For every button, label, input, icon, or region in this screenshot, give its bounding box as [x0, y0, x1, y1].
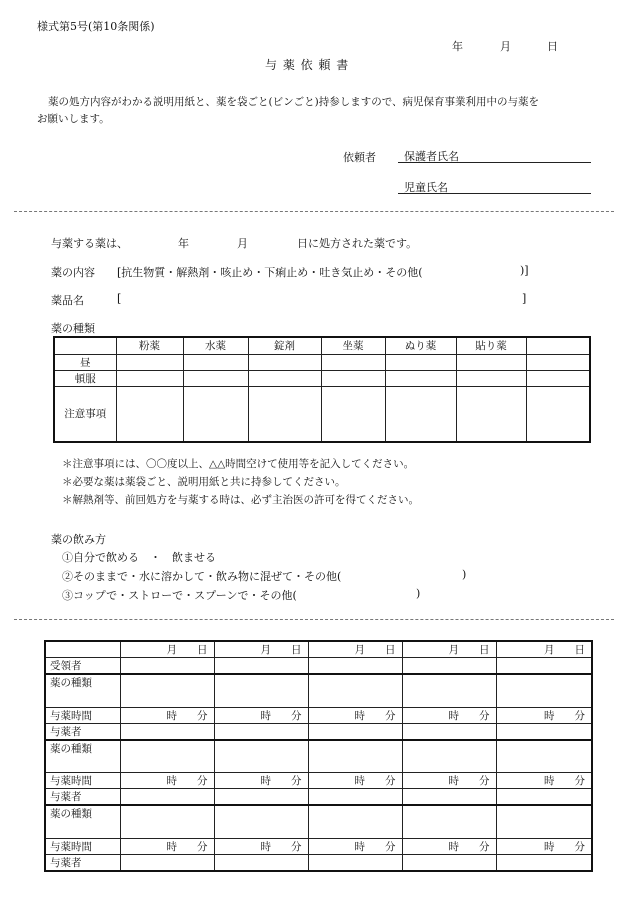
- administration-time-label: 与薬時間: [45, 838, 120, 854]
- note-3: ＊解熱剤等、前回処方を与薬する時は、必ず主治医の許可を得てください。: [62, 494, 419, 506]
- table-cell[interactable]: [214, 805, 308, 838]
- hour-label: 時: [166, 775, 177, 787]
- administration-log-table: [44, 640, 593, 872]
- table-cell[interactable]: [321, 370, 385, 386]
- time-cell[interactable]: [402, 773, 496, 789]
- hour-label: 時: [544, 775, 555, 787]
- table-cell[interactable]: [248, 370, 321, 386]
- table-cell[interactable]: [183, 354, 248, 370]
- table-cell[interactable]: [456, 386, 526, 442]
- table-cell[interactable]: [308, 658, 402, 675]
- table-cell[interactable]: [116, 370, 183, 386]
- log-month: 月: [166, 644, 177, 656]
- table-cell[interactable]: [183, 370, 248, 386]
- giver-label: 与薬者: [45, 789, 120, 806]
- time-cell[interactable]: [496, 707, 592, 723]
- table-cell[interactable]: [321, 386, 385, 442]
- hour-label: 時: [166, 709, 177, 722]
- receiver-label: 受領者: [45, 658, 120, 675]
- table-cell[interactable]: [120, 854, 214, 871]
- table-cell[interactable]: [214, 723, 308, 740]
- table-cell[interactable]: [120, 789, 214, 806]
- table-cell[interactable]: [456, 354, 526, 370]
- table-cell[interactable]: [456, 370, 526, 386]
- time-cell[interactable]: [308, 838, 402, 854]
- date-month-label: 月: [500, 40, 511, 53]
- table-cell[interactable]: [116, 386, 183, 442]
- table-cell[interactable]: [120, 740, 214, 773]
- table-cell[interactable]: [402, 674, 496, 707]
- col-liquid: 水薬: [183, 337, 248, 354]
- table-cell[interactable]: [308, 789, 402, 806]
- medicine-name-close: ]: [522, 292, 527, 305]
- administration-time-label: 与薬時間: [45, 707, 120, 723]
- table-cell[interactable]: [496, 789, 592, 806]
- minute-label: 分: [291, 709, 302, 722]
- table-cell[interactable]: [214, 789, 308, 806]
- col-powder: 粉薬: [116, 337, 183, 354]
- log-month: 月: [260, 644, 271, 656]
- table-cell[interactable]: [120, 723, 214, 740]
- hour-label: 時: [354, 840, 365, 853]
- time-cell[interactable]: [120, 707, 214, 723]
- log-day: 日: [574, 644, 585, 656]
- minute-label: 分: [385, 709, 396, 722]
- table-cell[interactable]: [120, 658, 214, 675]
- minute-label: 分: [479, 840, 490, 853]
- col-suppository: 坐薬: [321, 337, 385, 354]
- medicine-type-label: 薬の種類: [45, 674, 120, 707]
- content-close: )]: [520, 264, 529, 277]
- table-cell[interactable]: [321, 354, 385, 370]
- col-extra: [526, 337, 590, 354]
- giver-label: 与薬者: [45, 723, 120, 740]
- medicine-name-open: [: [117, 292, 122, 305]
- col-patch: 貼り薬: [456, 337, 526, 354]
- date-day-label: 日: [547, 40, 558, 53]
- hour-label: 時: [354, 709, 365, 722]
- table-cell[interactable]: [526, 386, 590, 442]
- log-date-5[interactable]: [496, 641, 592, 658]
- table-cell[interactable]: [248, 354, 321, 370]
- minute-label: 分: [197, 709, 208, 722]
- table-cell[interactable]: [526, 370, 590, 386]
- guardian-name-label: 保護者氏名: [404, 150, 459, 163]
- minute-label: 分: [197, 775, 208, 787]
- minute-label: 分: [574, 709, 585, 722]
- table-cell[interactable]: [496, 674, 592, 707]
- table-cell[interactable]: [308, 854, 402, 871]
- minute-label: 分: [291, 775, 302, 787]
- hour-label: 時: [544, 709, 555, 722]
- row-notes-label: 注意事項: [54, 386, 116, 442]
- table-cell[interactable]: [308, 723, 402, 740]
- medicine-types-table: [53, 336, 591, 443]
- cut-line-1: [14, 211, 614, 212]
- intro-line-1: 薬の処方内容がわかる説明用紙と、薬を袋ごと(ビンごと)持参しますので、病児保育事業利用中の与薬を: [48, 96, 539, 108]
- minute-label: 分: [574, 775, 585, 787]
- table-cell[interactable]: [496, 805, 592, 838]
- prescription-year: 年: [178, 237, 189, 250]
- how-to-take-option-2-close: ): [462, 568, 467, 581]
- prescription-month: 月: [237, 237, 248, 250]
- table-cell[interactable]: [402, 789, 496, 806]
- time-cell[interactable]: [496, 773, 592, 789]
- time-cell[interactable]: [214, 773, 308, 789]
- table-cell[interactable]: [120, 674, 214, 707]
- minute-label: 分: [291, 840, 302, 853]
- hour-label: 時: [354, 775, 365, 787]
- log-date-2[interactable]: [214, 641, 308, 658]
- time-cell[interactable]: [402, 707, 496, 723]
- table-cell[interactable]: [120, 805, 214, 838]
- content-label: 薬の内容: [51, 266, 95, 279]
- col-tablet: 錠剤: [248, 337, 321, 354]
- row-noon-label: 昼: [54, 354, 116, 370]
- hour-label: 時: [260, 709, 271, 722]
- table-cell[interactable]: [496, 854, 592, 871]
- time-cell[interactable]: [214, 707, 308, 723]
- header-blank: [54, 337, 116, 354]
- medicine-name-label: 薬品名: [51, 294, 84, 307]
- giver-label: 与薬者: [45, 854, 120, 871]
- log-day: 日: [479, 644, 490, 656]
- table-cell[interactable]: [183, 386, 248, 442]
- content-options[interactable]: [抗生物質・解熱剤・咳止め・下痢止め・吐き気止め・その他(: [117, 266, 423, 279]
- table-cell[interactable]: [402, 805, 496, 838]
- medicine-type-label: 薬の種類: [45, 740, 120, 773]
- how-to-take-option-3-close: ): [416, 587, 421, 600]
- hour-label: 時: [260, 840, 271, 853]
- table-cell[interactable]: [308, 805, 402, 838]
- note-2: ＊必要な薬は薬袋ごと、説明用紙と共に持参してください。: [62, 476, 346, 488]
- child-name-label: 児童氏名: [404, 181, 448, 194]
- time-cell[interactable]: [120, 773, 214, 789]
- table-cell[interactable]: [308, 674, 402, 707]
- form-number: 様式第5号(第10条関係): [37, 20, 155, 33]
- table-cell[interactable]: [385, 354, 456, 370]
- table-cell[interactable]: [214, 740, 308, 773]
- intro-line-2: お願いします。: [37, 113, 110, 125]
- table-cell[interactable]: [402, 723, 496, 740]
- log-header-blank: [45, 641, 120, 658]
- table-cell[interactable]: [496, 658, 592, 675]
- table-cell[interactable]: [402, 658, 496, 675]
- log-month: 月: [448, 644, 459, 656]
- time-cell[interactable]: [308, 773, 402, 789]
- minute-label: 分: [385, 775, 396, 787]
- time-cell[interactable]: [214, 838, 308, 854]
- hour-label: 時: [448, 775, 459, 787]
- table-cell[interactable]: [385, 386, 456, 442]
- note-1: ＊注意事項には、〇〇度以上、△△時間空けて使用等を記入してください。: [62, 458, 415, 470]
- how-to-take-option-3[interactable]: ③コップで・ストローで・スプーンで・その他(: [62, 589, 297, 602]
- table-cell[interactable]: [526, 354, 590, 370]
- minute-label: 分: [385, 840, 396, 853]
- log-day: 日: [197, 644, 208, 656]
- hour-label: 時: [260, 775, 271, 787]
- log-day: 日: [291, 644, 302, 656]
- log-month: 月: [354, 644, 365, 656]
- log-date-1[interactable]: [120, 641, 214, 658]
- table-cell[interactable]: [116, 354, 183, 370]
- how-to-take-label: 薬の飲み方: [51, 533, 106, 546]
- log-day: 日: [385, 644, 396, 656]
- table-cell[interactable]: [402, 740, 496, 773]
- prescription-suffix: 日に処方された薬です。: [297, 237, 418, 250]
- table-cell[interactable]: [214, 854, 308, 871]
- log-date-3[interactable]: [308, 641, 402, 658]
- hour-label: 時: [544, 840, 555, 853]
- hour-label: 時: [448, 840, 459, 853]
- hour-label: 時: [448, 709, 459, 722]
- table-cell[interactable]: [496, 723, 592, 740]
- log-month: 月: [544, 644, 555, 656]
- table-cell[interactable]: [214, 658, 308, 675]
- time-cell[interactable]: [496, 838, 592, 854]
- administration-time-label: 与薬時間: [45, 773, 120, 789]
- time-cell[interactable]: [402, 838, 496, 854]
- time-cell[interactable]: [308, 707, 402, 723]
- minute-label: 分: [479, 775, 490, 787]
- table-cell[interactable]: [385, 370, 456, 386]
- hour-label: 時: [166, 840, 177, 853]
- table-cell[interactable]: [496, 740, 592, 773]
- medicine-types-label: 薬の種類: [51, 322, 95, 335]
- requester-label: 依頼者: [343, 151, 376, 164]
- medicine-type-label: 薬の種類: [45, 805, 120, 838]
- log-date-4[interactable]: [402, 641, 496, 658]
- cut-line-2: [14, 619, 614, 620]
- how-to-take-option-1[interactable]: ①自分で飲める ・ 飲ませる: [62, 551, 216, 564]
- table-cell[interactable]: [402, 854, 496, 871]
- minute-label: 分: [197, 840, 208, 853]
- table-cell[interactable]: [214, 674, 308, 707]
- minute-label: 分: [479, 709, 490, 722]
- date-year-label: 年: [452, 40, 463, 53]
- time-cell[interactable]: [120, 838, 214, 854]
- how-to-take-option-2[interactable]: ②そのままで・水に溶かして・飲み物に混ぜて・その他(: [62, 570, 342, 583]
- minute-label: 分: [574, 840, 585, 853]
- guardian-name-line[interactable]: [398, 162, 591, 163]
- page-title: 与 薬 依 頼 書: [265, 58, 350, 72]
- col-ointment: ぬり薬: [385, 337, 456, 354]
- table-cell[interactable]: [308, 740, 402, 773]
- child-name-line[interactable]: [398, 193, 591, 194]
- row-asneeded-label: 頓服: [54, 370, 116, 386]
- table-cell[interactable]: [248, 386, 321, 442]
- prescription-prefix: 与薬する薬は、: [51, 237, 128, 250]
